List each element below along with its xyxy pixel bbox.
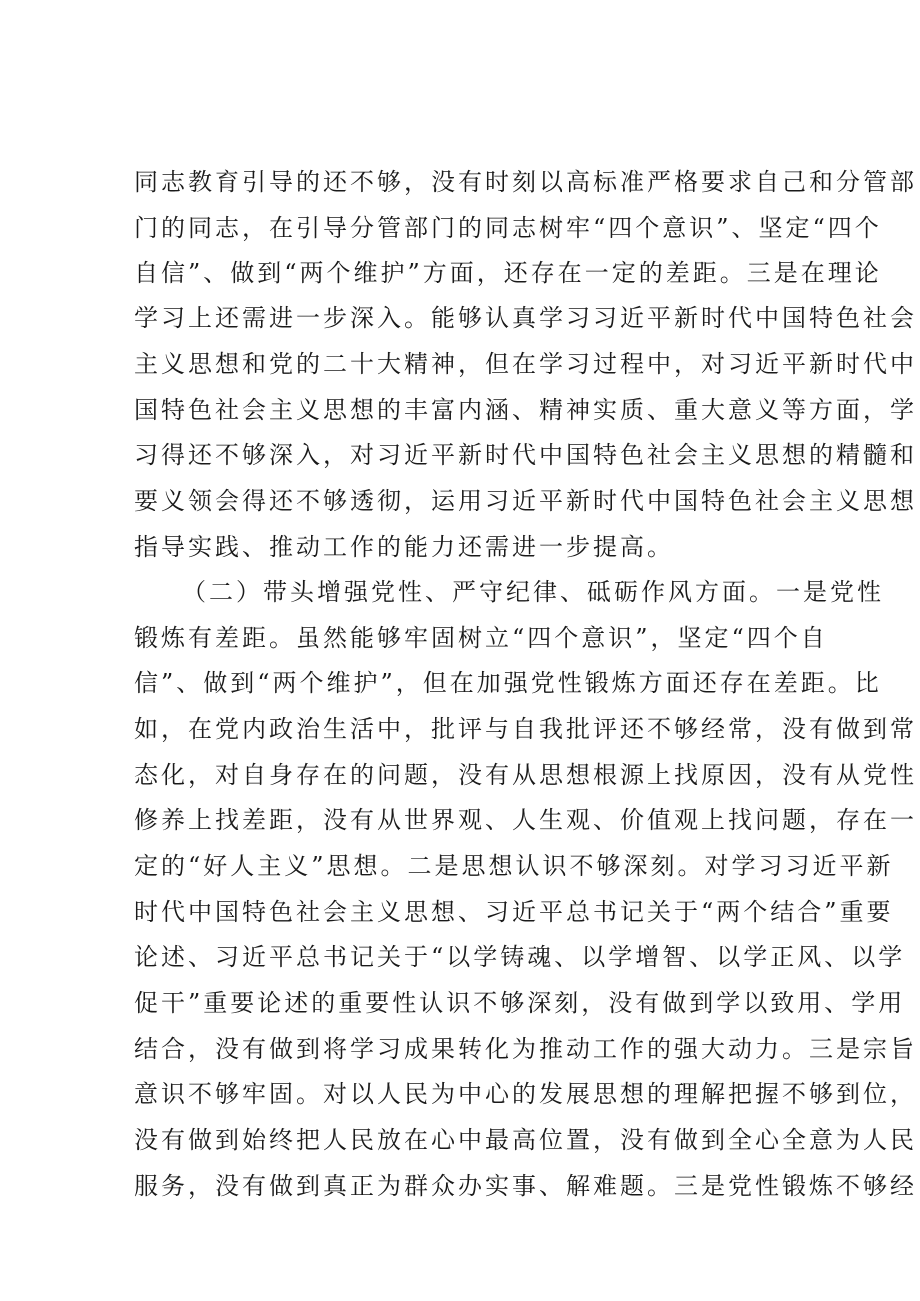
text-line: 国特色社会主义思想的丰富内涵、精神实质、重大意义等方面，学 xyxy=(134,396,917,424)
text-line: 信”、做到“两个维护”，但在加强党性锻炼方面还存在差距。比 xyxy=(134,669,882,697)
text-line: （二）带头增强党性、严守纪律、砥砺作风方面。一是党性 xyxy=(182,578,884,606)
text-line: 同志教育引导的还不够，没有时刻以高标准严格要求自己和分管部 xyxy=(134,168,917,196)
text-line: 促干”重要论述的重要性认识不够深刻，没有做到学以致用、学用 xyxy=(134,989,906,1017)
text-line: 论述、习近平总书记关于“以学铸魂、以学增智、以学正风、以学 xyxy=(134,943,906,971)
text-line: 主义思想和党的二十大精神，但在学习过程中，对习近平新时代中 xyxy=(134,350,917,378)
text-line: 要义领会得还不够透彻，运用习近平新时代中国特色社会主义思想 xyxy=(134,487,917,515)
text-line: 习得还不够深入，对习近平新时代中国特色社会主义思想的精髓和 xyxy=(134,441,917,469)
text-line: 定的“好人主义”思想。二是思想认识不够深刻。对学习习近平新 xyxy=(134,852,894,880)
text-line: 没有做到始终把人民放在心中最高位置，没有做到全心全意为人民 xyxy=(134,1126,917,1154)
text-line: 结合，没有做到将学习成果转化为推动工作的强大动力。三是宗旨 xyxy=(134,1035,917,1063)
text-line: 态化，对自身存在的问题，没有从思想根源上找原因，没有从党性 xyxy=(134,761,917,789)
text-line: 如，在党内政治生活中，批评与自我批评还不够经常，没有做到常 xyxy=(134,715,917,743)
text-line: 修养上找差距，没有从世界观、人生观、价值观上找问题，存在一 xyxy=(134,806,917,834)
text-line: 指导实践、推动工作的能力还需进一步提高。 xyxy=(134,533,674,561)
text-line: 意识不够牢固。对以人民为中心的发展思想的理解把握不够到位， xyxy=(134,1080,917,1108)
text-line: 门的同志，在引导分管部门的同志树牢“四个意识”、坚定“四个 xyxy=(134,214,882,242)
text-line: 学习上还需进一步深入。能够认真学习习近平新时代中国特色社会 xyxy=(134,304,917,332)
text-line: 自信”、做到“两个维护”方面，还存在一定的差距。三是在理论 xyxy=(134,259,882,287)
text-line: 锻炼有差距。虽然能够牢固树立“四个意识”，坚定“四个自 xyxy=(134,624,828,652)
text-line: 服务，没有做到真正为群众办实事、解难题。三是党性锻炼不够经 xyxy=(134,1172,917,1200)
text-line: 时代中国特色社会主义思想、习近平总书记关于“两个结合”重要 xyxy=(134,898,894,926)
